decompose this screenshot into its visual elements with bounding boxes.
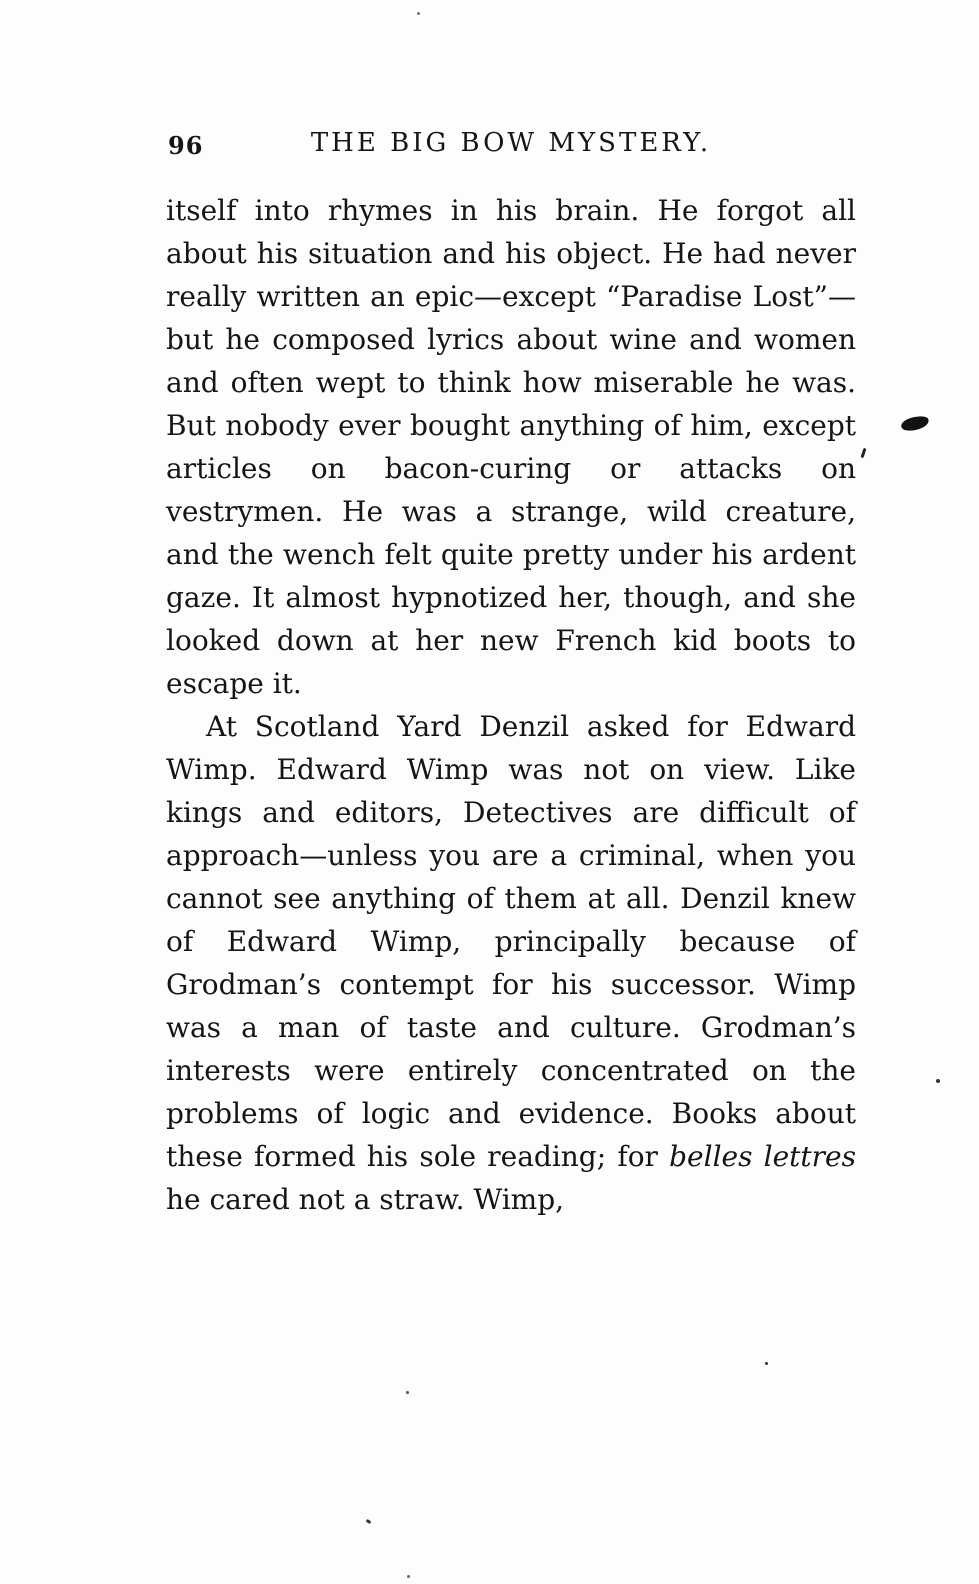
ink-tick-mark — [861, 448, 867, 458]
paragraph-2-text-end: he cared not a straw. Wimp, — [166, 1183, 565, 1216]
paragraph-2 — [166, 705, 856, 1221]
ink-blot — [900, 414, 930, 433]
scan-speck — [936, 1079, 940, 1083]
paragraph-2-text-start: At Scotland Yard Denzil asked for Edward Wimp. Edward Wimp was not on view. Like kings and editors, Detectives are difficult of approach—unless you are a criminal, when you cannot see anything of them at all. Denzil knew of Edward Wimp, principally because of Grodman’s contempt for his successor. Wimp was a man of taste and culture. Grodman’s interests were entirely concentrated on the problems of logic and evidence. Books about these formed his sole reading; for — [166, 710, 856, 1173]
page-header — [166, 128, 856, 164]
scan-speck — [417, 12, 420, 15]
paragraph-1: itself into rhymes in his brain. He forgot all about his situation and his object. He had never really written an epic—except “Paradise Lost”—but he composed lyrics about wine and women and often wept to think how miserable he was. But nobody ever bought anything of him, except articles on bacon-curing or attacks on vestrymen. He was a strange, wild creature, and the wench felt quite pretty under his ardent gaze. It almost hypnotized her, though, and she looked down at her new French kid boots to escape it. — [166, 194, 856, 700]
page-number: 96 — [168, 131, 204, 160]
scan-speck — [765, 1362, 768, 1365]
scan-speck — [407, 1575, 410, 1578]
scan-speck — [406, 1391, 409, 1394]
italic-phrase: belles lettres — [669, 1140, 856, 1173]
running-title: THE BIG BOW MYSTERY. — [310, 128, 712, 158]
text-block — [166, 189, 856, 1221]
scan-speck — [366, 1519, 372, 1524]
